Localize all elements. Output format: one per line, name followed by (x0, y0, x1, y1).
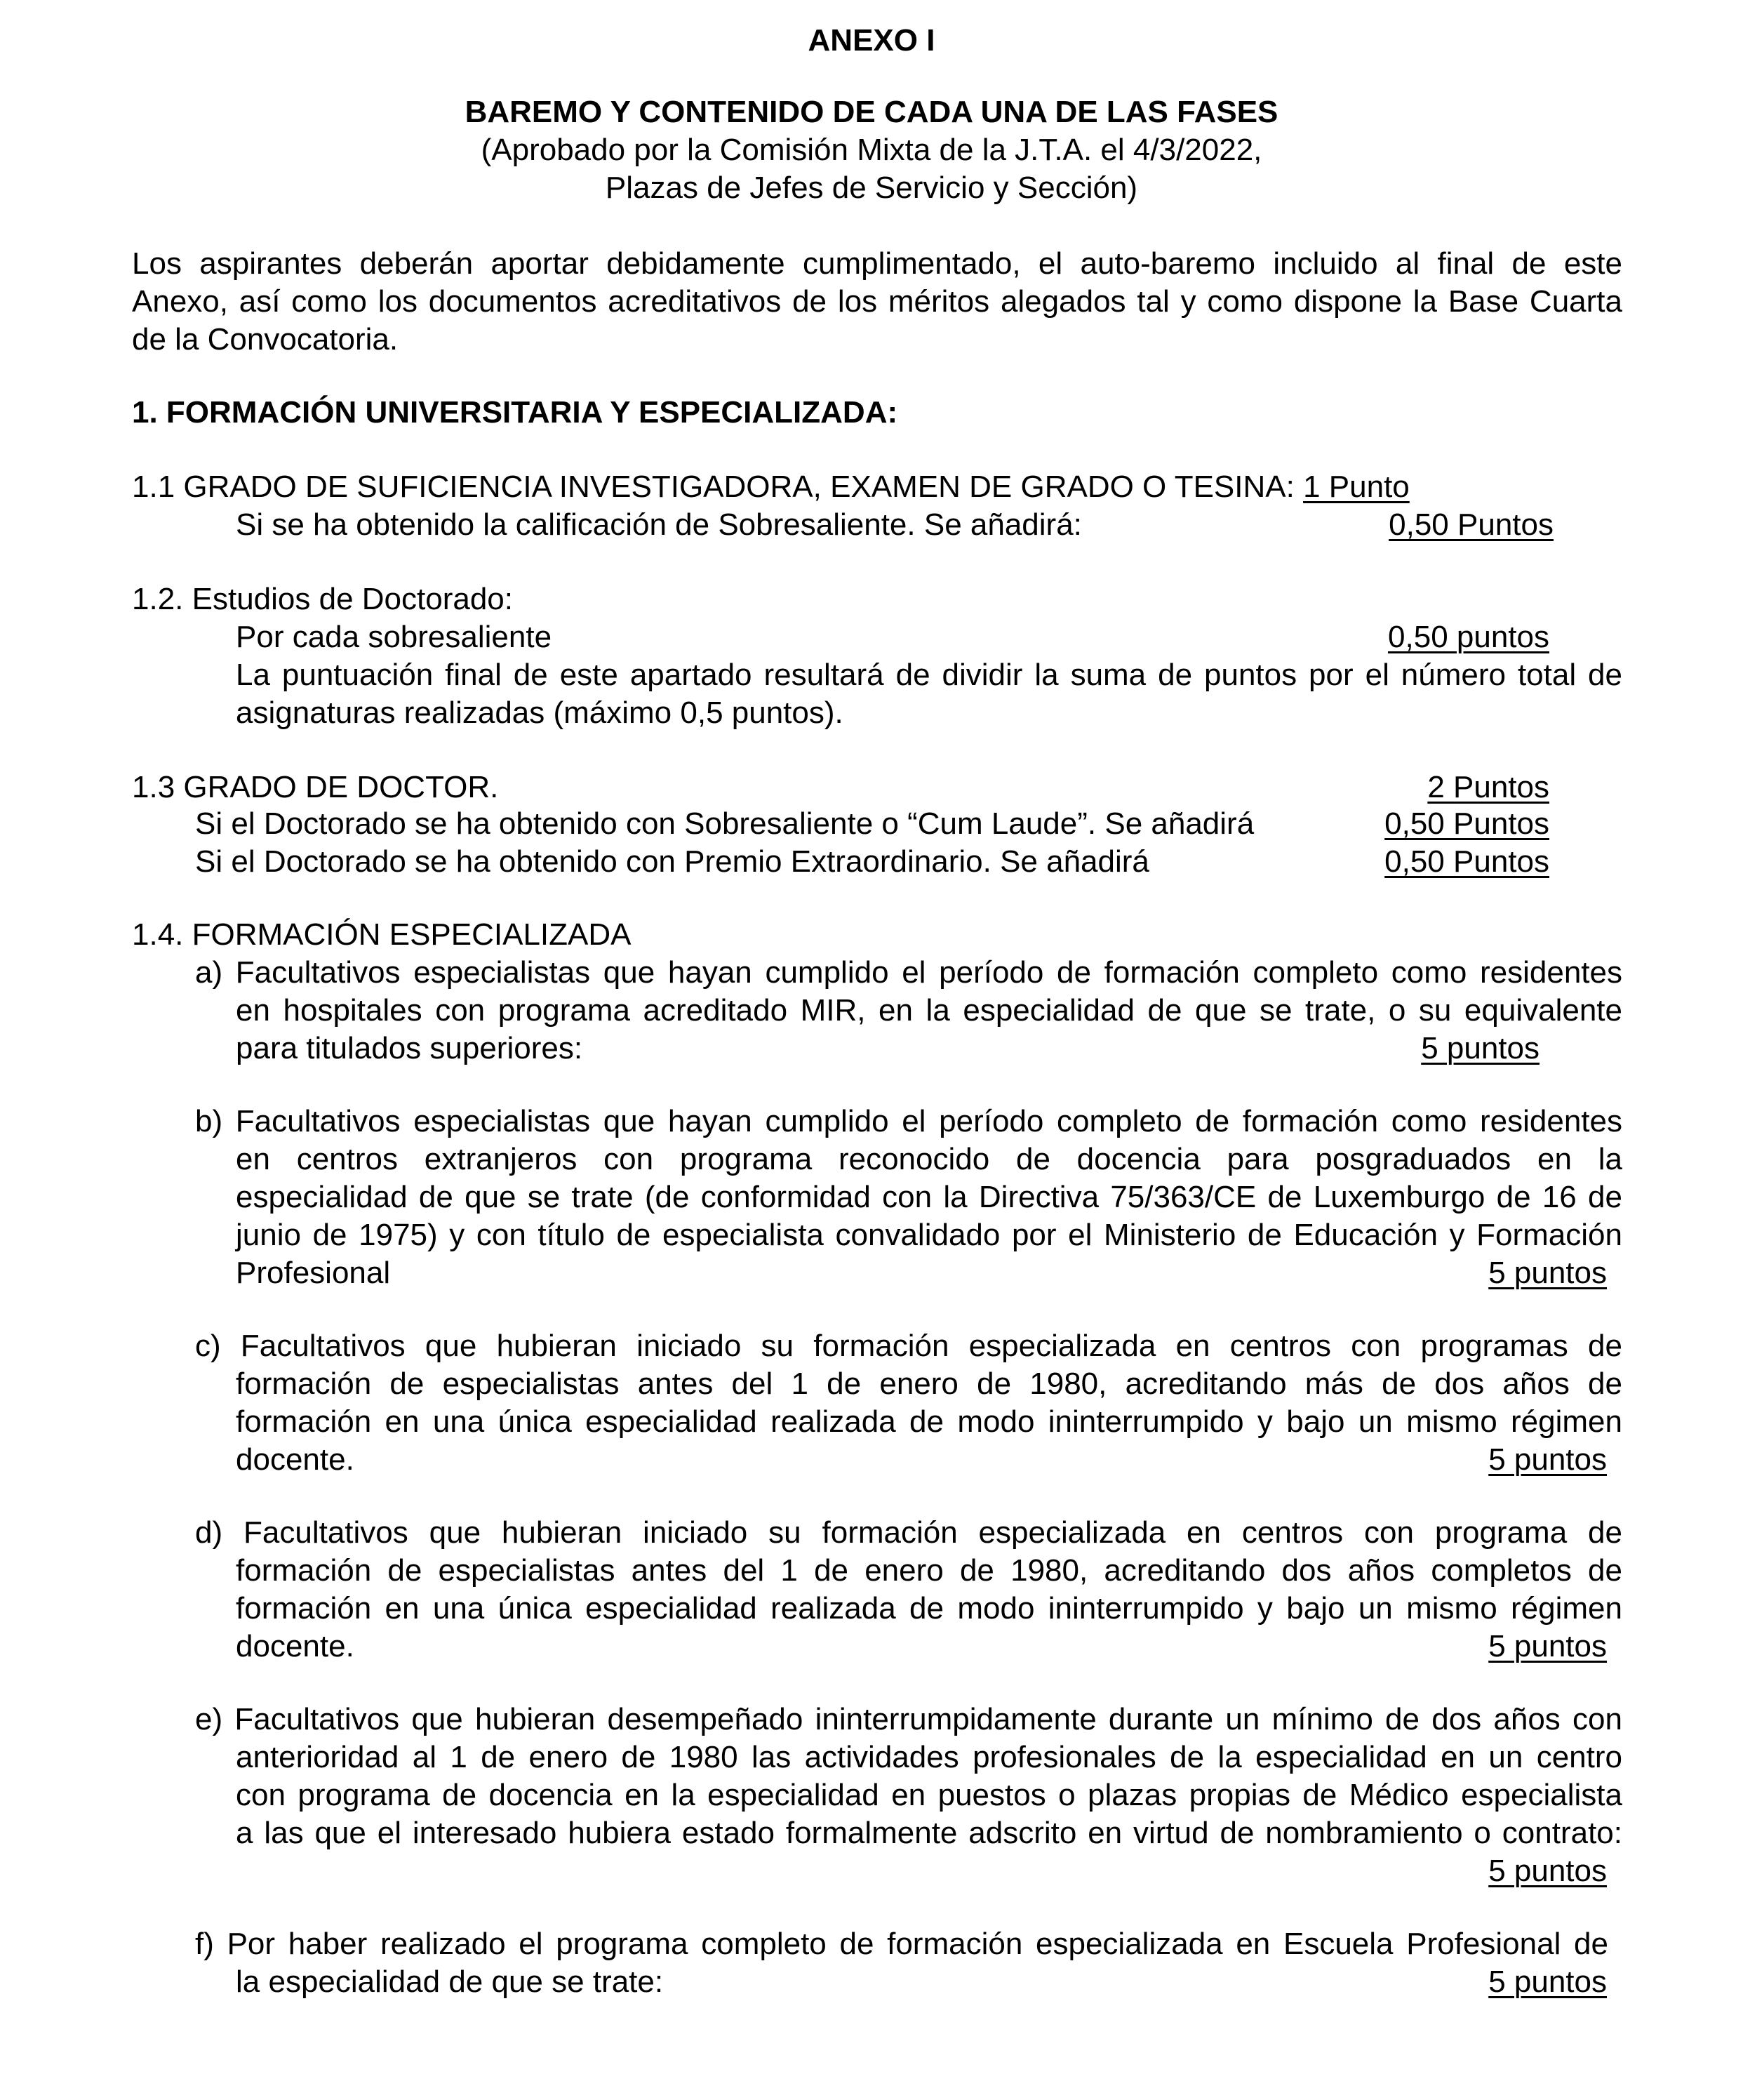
item-f-points: 5 puntos (1488, 1965, 1607, 1999)
item-a-line-1: a) Facultativos especialistas que hayan cumplido el período de formación completo como residentes (195, 955, 1622, 990)
annex-title: ANEXO I (808, 23, 935, 58)
item-d-points: 5 puntos (1488, 1629, 1607, 1663)
document-title: BAREMO Y CONTENIDO DE CADA UNA DE LAS FASES (465, 95, 1278, 129)
item-a-line-3: para titulados superiores: (236, 1031, 583, 1065)
item-e-points: 5 puntos (1488, 1854, 1607, 1888)
item-d-line-2: formación de especialistas antes del 1 de enero de 1980, acreditando dos años completos de (236, 1553, 1622, 1588)
item-1-1-points: 1 Punto (1303, 470, 1410, 504)
item-1-3-label: 1.3 GRADO DE DOCTOR. (132, 770, 499, 804)
approval-note: (Aprobado por la Comisión Mixta de la J.T.A. el 4/3/2022, (481, 133, 1262, 167)
item-1-3-sub-2: Si el Doctorado se ha obtenido con Premio Extraordinario. Se añadirá (195, 844, 1149, 879)
item-1-2-criterion: Por cada sobresaliente (236, 620, 552, 654)
item-f-line-1: f) Por haber realizado el programa completo de formación especializada en Escuela Profesional de (195, 1927, 1608, 1961)
item-e-line-2: anterioridad al 1 de enero de 1980 las actividades profesionales de la especialidad en un centro (236, 1740, 1622, 1774)
item-e-line-3: con programa de docencia en la especialidad en puestos o plazas propias de Médico especialista (236, 1778, 1622, 1812)
item-e-line-4: a las que el interesado hubiera estado formalmente adscrito en virtud de nombramiento o contrato: (236, 1816, 1622, 1850)
item-c-line-4: docente. (236, 1442, 354, 1477)
item-1-3-sub-1: Si el Doctorado se ha obtenido con Sobresaliente o “Cum Laude”. Se añadirá (195, 806, 1255, 841)
item-1-3-sub-1-points: 0,50 Puntos (1384, 806, 1549, 841)
intro-line-3: de la Convocatoria. (132, 322, 399, 357)
item-a-points: 5 puntos (1421, 1031, 1540, 1065)
item-b-line-5: Profesional (236, 1256, 391, 1290)
item-c-points: 5 puntos (1488, 1442, 1607, 1477)
item-b-points: 5 puntos (1488, 1256, 1607, 1290)
item-b-line-2: en centros extranjeros con programa reconocido de docencia para posgraduados en la (236, 1142, 1622, 1176)
item-1-1-label: 1.1 GRADO DE SUFICIENCIA INVESTIGADORA, EXAMEN DE GRADO O TESINA: (132, 470, 1304, 504)
item-1-2-label: 1.2. Estudios de Doctorado: (132, 582, 513, 616)
item-b-line-4: junio de 1975) y con título de especialista convalidado por el Ministerio de Educación y Formación (236, 1218, 1622, 1252)
item-1-1 (132, 472, 1410, 503)
item-c-line-1: c) Facultativos que hubieran iniciado su formación especializada en centros con programas de (195, 1329, 1622, 1363)
item-a-line-2: en hospitales con programa acreditado MIR, en la especialidad de que se trate, o su equivalente (236, 993, 1622, 1028)
item-1-1-sub-label: Si se ha obtenido la calificación de Sobresaliente. Se añadirá: (236, 507, 1082, 542)
item-d-line-3: formación en una única especialidad realizada de modo ininterrumpido y bajo un mismo régimen (236, 1591, 1622, 1626)
item-1-2-note-1: La puntuación final de este apartado resultará de dividir la suma de puntos por el número total de (236, 658, 1622, 692)
item-d-line-4: docente. (236, 1629, 354, 1663)
item-1-3-points: 2 Puntos (1427, 770, 1549, 804)
item-b-line-3: especialidad de que se trate (de conformidad con la Directiva 75/363/CE de Luxemburgo de 16 de (236, 1180, 1622, 1214)
item-1-2-note-2: asignaturas realizadas (máximo 0,5 puntos). (236, 696, 843, 730)
item-f-line-2: la especialidad de que se trate: (236, 1965, 664, 1999)
item-1-3-sub-2-points: 0,50 Puntos (1384, 844, 1549, 879)
item-e-line-1: e) Facultativos que hubieran desempeñado ininterrumpidamente durante un mínimo de dos años con (195, 1702, 1622, 1736)
intro-line-1: Los aspirantes deberán aportar debidamente cumplimentado, el auto-baremo incluido al final de este (132, 246, 1622, 281)
item-d-line-1: d) Facultativos que hubieran iniciado su formación especializada en centros con programa de (195, 1515, 1622, 1550)
item-1-4-label: 1.4. FORMACIÓN ESPECIALIZADA (132, 917, 632, 952)
item-1-1-sub-points: 0,50 Puntos (1389, 507, 1554, 542)
item-b-line-1: b) Facultativos especialistas que hayan cumplido el período completo de formación como residentes (195, 1104, 1622, 1138)
intro-line-2: Anexo, así como los documentos acreditativos de los méritos alegados tal y como dispone la Base Cuarta (132, 284, 1622, 319)
item-c-line-3: formación en una única especialidad realizada de modo ininterrumpido y bajo un mismo régimen (236, 1404, 1622, 1439)
positions-note: Plazas de Jefes de Servicio y Sección) (605, 171, 1138, 205)
item-c-line-2: formación de especialistas antes del 1 de enero de 1980, acreditando más de dos años de (236, 1367, 1622, 1401)
item-1-2-points: 0,50 puntos (1388, 620, 1549, 654)
section-1-heading: 1. FORMACIÓN UNIVERSITARIA Y ESPECIALIZADA: (132, 395, 898, 430)
